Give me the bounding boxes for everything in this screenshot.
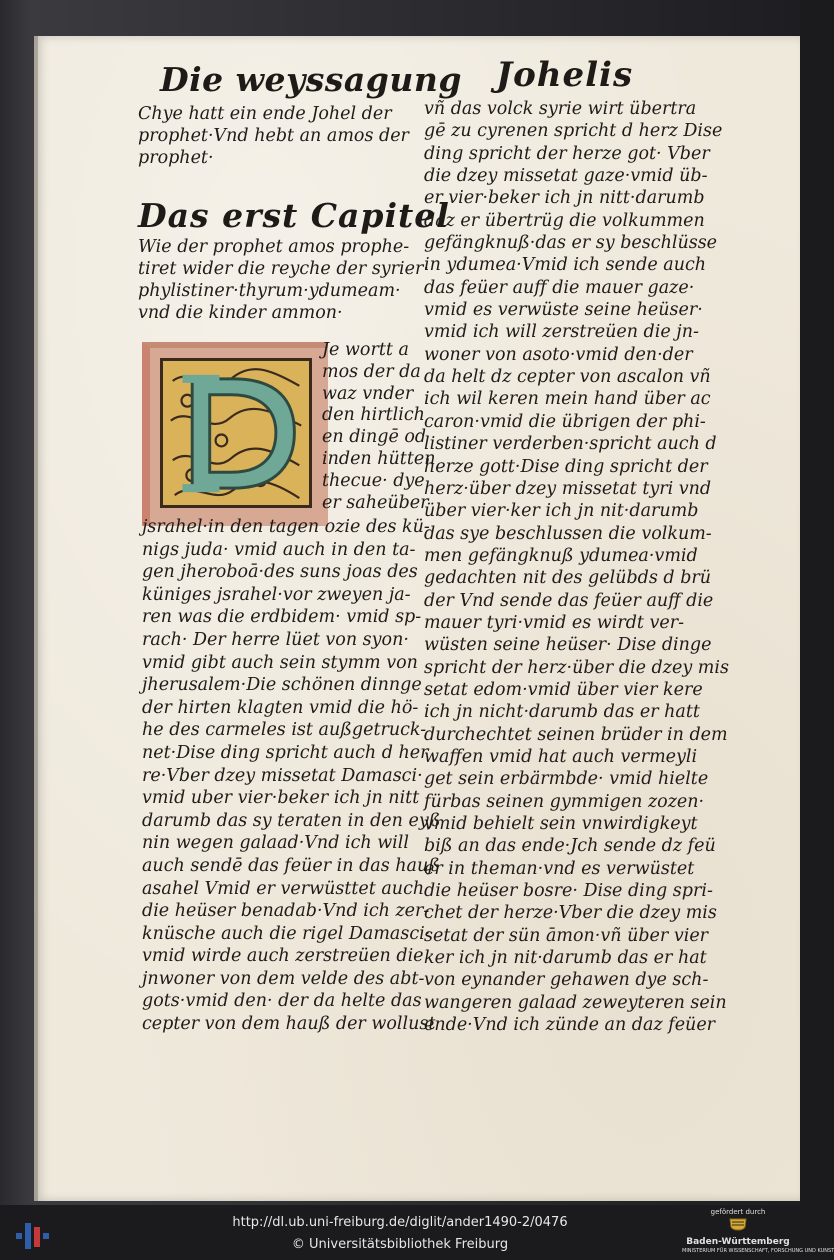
text-line: Chye hatt ein ende Johel der — [138, 104, 392, 124]
sponsor-name: Baden-Württemberg — [686, 1237, 790, 1247]
text-line: vmid behielt sein vnwirdigkeyt — [424, 814, 698, 834]
text-line: setat der sün āmon·vñ über vier — [424, 925, 709, 946]
text-line: er saheüber — [322, 492, 429, 513]
chapter-heading: Das erst Capitel — [138, 196, 450, 235]
text-line: cepter von dem hauß der wollust — [142, 1014, 436, 1035]
text-line: he des carmeles ist außgetruck- — [142, 720, 427, 741]
text-line: net·Dise ding spricht auch d her — [142, 742, 429, 763]
text-line: waz vnder — [322, 383, 414, 404]
text-line: vmid ich will zerstreüen die jn- — [424, 322, 699, 343]
text-line: gefängknuß·das er sy beschlüsse — [424, 233, 718, 254]
text-line: biß an das ende·Jch sende dz feü — [424, 836, 716, 857]
text-line: das sye beschlussen die volkum- — [424, 523, 712, 544]
text-line: die dzey missetat gaze·vmid üb- — [424, 166, 708, 187]
text-line: jherusalem·Die schönen dinnge — [142, 675, 422, 696]
text-line: prophet·Vnd hebt an amos der — [138, 126, 409, 146]
text-line: der Vnd sende das feüer auff die — [424, 590, 714, 611]
text-line: fürbas seinen gymmigen zozen· — [424, 791, 705, 812]
text-line: darumb das sy teraten in den eyß — [142, 810, 441, 831]
left-column-body — [142, 516, 440, 1036]
text-line: men gefängknuß ydumea·vmid — [424, 545, 698, 566]
text-line: von eynander gehawen dye sch- — [424, 970, 709, 991]
text-line: ker ich jn nit·darumb das er hat — [424, 948, 707, 969]
text-line: prophet· — [138, 148, 214, 168]
text-line: die heüser benadab·Vnd ich zer- — [142, 901, 430, 922]
page-url-link[interactable]: http://dl.ub.uni-freiburg.de/diglit/ander1490-2/0476 — [232, 1215, 568, 1230]
text-line: mos der da — [322, 361, 421, 382]
initial-ornament-icon — [163, 361, 309, 505]
text-line: herz·über dzey missetat tyri vnd — [424, 478, 712, 499]
text-line: tiret wider die reyche der syrier· — [138, 259, 429, 279]
text-line: jsrahel·in den tagen ozie des kü- — [142, 517, 430, 537]
text-line: ich wil keren mein hand über ac — [424, 389, 711, 410]
text-line: ende·Vnd ich zünde an daz feüer — [424, 1015, 716, 1036]
coat-of-arms-icon — [728, 1217, 748, 1233]
text-line: waffen vmid hat auch vermeyli — [424, 746, 698, 767]
text-line: rach· Der herre lüet von syon· — [142, 629, 409, 650]
text-line: der hirten klagten vmid die hö- — [142, 697, 419, 718]
running-head-right: Johelis — [496, 55, 634, 95]
text-line: wüsten seine heüser· Dise dinge — [424, 635, 712, 656]
chapter-summary — [138, 236, 429, 324]
text-line: gots·vmid den· der da helte das — [142, 991, 422, 1012]
sponsor-subtitle: MINISTERIUM FÜR WISSENSCHAFT, FORSCHUNG UND KUNST — [682, 1248, 834, 1254]
text-line: ding spricht der herze got· Vber — [424, 143, 710, 164]
sponsor-label: gefördert durch — [710, 1208, 766, 1216]
text-line: spricht der herz·über die dzey mis — [424, 657, 729, 678]
text-line: Wie der prophet amos prophe- — [138, 237, 410, 257]
text-line: knüsche auch die rigel Damasci· — [142, 923, 431, 944]
text-line: gē zu cyrenen spricht d herz Dise — [424, 121, 723, 142]
text-line: setat edom·vmid über vier kere — [424, 679, 703, 700]
text-line: chet der herze·Vber die dzey mis — [424, 903, 717, 924]
text-line: den hirtlich — [322, 405, 425, 426]
text-line: er vier·beker ich jn nitt·darumb — [424, 188, 705, 209]
right-column-body — [424, 98, 729, 1036]
text-line: listiner verderben·spricht auch d — [424, 434, 717, 455]
text-line: vmid wirde auch zerstreüen die — [142, 946, 424, 967]
text-line: auch sendē das feüer in das hauß — [142, 855, 440, 876]
text-line: wangeren galaad zeweyteren sein — [424, 992, 727, 1013]
text-beside-initial — [322, 340, 436, 514]
illuminated-initial — [142, 342, 328, 526]
text-line: en dingē od — [322, 427, 427, 448]
text-line: er in theman·vnd es verwüstet — [424, 858, 695, 879]
text-line: das feüer auff die mauer gaze· — [424, 277, 695, 298]
text-line: asahel Vmid er verwüsttet auch — [142, 878, 425, 899]
text-line: get sein erbärmbde· vmid hielte — [424, 769, 709, 790]
text-line: vñ das volck syrie wirt übertra — [424, 99, 697, 119]
text-line: nin wegen galaad·Vnd ich will — [142, 833, 409, 854]
text-line: thecue· dye — [322, 470, 425, 491]
text-line: Je wortt a — [322, 340, 409, 360]
text-line: nigs juda· vmid auch in den ta- — [142, 539, 416, 560]
sponsor-logo[interactable] — [682, 1208, 834, 1258]
text-line: gedachten nit des gelübds d brü — [424, 568, 712, 589]
text-line: mauer tyri·vmid es wirdt ver- — [424, 612, 685, 633]
text-line: in ydumea·Vmid ich sende auch — [424, 255, 707, 276]
text-line: gen jheroboā·des suns joas des — [142, 562, 418, 583]
text-line: durchechtet seinen brüder in dem — [424, 724, 728, 745]
copyright-text: © Universitätsbibliothek Freiburg — [291, 1237, 509, 1252]
text-line: vnd die kinder ammon· — [138, 303, 343, 323]
text-line: küniges jsrahel·vor zweyen ja- — [142, 584, 411, 605]
text-line: caron·vmid die übrigen der phi- — [424, 411, 706, 432]
text-line: vmid uber vier·beker ich jn nitt — [142, 788, 420, 809]
text-line: da helt dz cepter von ascalon vñ — [424, 367, 711, 388]
text-line: phylistiner·thyrum·ydumeam· — [138, 281, 401, 301]
text-line: re·Vber dzey missetat Damasci· — [142, 765, 423, 786]
text-line: ren was die erdbidem· vmid sp- — [142, 607, 422, 628]
text-line: inden hütten — [322, 448, 436, 469]
footer-bar — [0, 1205, 834, 1260]
text-line: ich jn nicht·darumb das er hatt — [424, 702, 700, 723]
text-line: woner von asoto·vmid den·der — [424, 344, 693, 365]
text-line: über vier·ker ich jn nit·darumb — [424, 501, 699, 522]
text-line: jnwoner von dem velde des abt- — [142, 968, 425, 989]
running-head-left: Die weyssagung — [160, 60, 462, 99]
text-line: vmid es verwüste seine heüser· — [424, 300, 703, 321]
left-column-intro — [138, 103, 438, 169]
text-line: die heüser bosre· Dise ding spri- — [424, 881, 713, 902]
text-line: daz er übertrüg die volkummen — [424, 210, 705, 231]
text-line: herze gott·Dise ding spricht der — [424, 456, 708, 477]
initial-inner-panel — [160, 358, 312, 508]
text-line: vmid gibt auch sein stymm von — [142, 652, 418, 673]
